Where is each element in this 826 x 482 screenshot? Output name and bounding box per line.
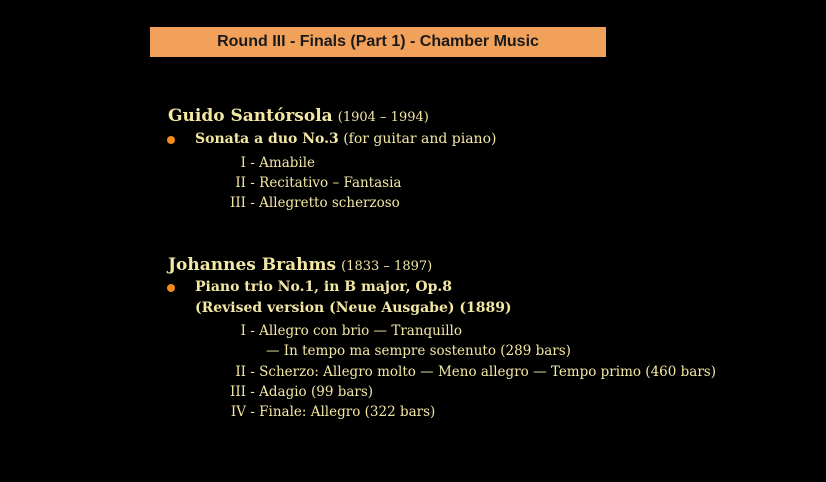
movement-text: Adagio (99 bars) xyxy=(259,384,374,400)
movement-number: I xyxy=(240,323,246,339)
movement-item xyxy=(210,174,401,192)
work-title: Sonata a duo No.3 xyxy=(195,131,339,147)
movement-item xyxy=(210,383,373,401)
movement-text: Scherzo: Allegro molto — Meno allegro — Tempo primo (460 bars) xyxy=(259,364,716,380)
movement-separator: - xyxy=(250,323,260,339)
movement-separator: - xyxy=(250,364,260,380)
movement-number: IV xyxy=(230,404,246,420)
movement-number: III xyxy=(230,195,246,211)
movement-item xyxy=(210,154,315,172)
composer-dates: (1833 – 1897) xyxy=(341,259,433,274)
bullet-icon xyxy=(167,284,175,292)
movement-item xyxy=(210,363,716,381)
round-banner xyxy=(150,27,606,57)
movement-text: Allegro con brio — Tranquillo xyxy=(259,323,462,339)
movement-number: III xyxy=(230,384,246,400)
movement-separator: - xyxy=(250,155,260,171)
movement-separator: - xyxy=(250,404,260,420)
movement-number: II xyxy=(235,175,246,191)
work-note: (for guitar and piano) xyxy=(343,131,497,147)
bullet-icon xyxy=(167,136,175,144)
composer-heading-brahms xyxy=(168,255,432,275)
movement-text: Amabile xyxy=(259,155,316,171)
movement-text: Recitativo – Fantasia xyxy=(259,175,402,191)
movement-continuation: — In tempo ma sempre sostenuto (289 bars) xyxy=(266,343,571,359)
composer-dates: (1904 – 1994) xyxy=(337,110,429,125)
movement-number: II xyxy=(235,364,246,380)
movement-item xyxy=(210,403,435,421)
composer-name: Johannes Brahms xyxy=(168,255,337,275)
composer-heading-santorsola xyxy=(168,106,429,126)
movement-text: Allegretto scherzoso xyxy=(259,195,400,211)
work-title-santorsola xyxy=(195,131,496,147)
movement-separator: - xyxy=(250,175,260,191)
work-title: Piano trio No.1, in B major, Op.8 xyxy=(195,279,453,295)
work-title-brahms-line2 xyxy=(195,300,512,316)
movement-item xyxy=(210,194,400,212)
movement-item xyxy=(210,322,462,340)
work-title-brahms-line1 xyxy=(195,279,452,295)
composer-name: Guido Santórsola xyxy=(168,106,333,126)
movement-separator: - xyxy=(250,195,260,211)
work-subtitle: (Revised version (Neue Ausgabe) (1889) xyxy=(195,300,512,316)
movement-separator: - xyxy=(250,384,260,400)
movement-number: I xyxy=(240,155,246,171)
round-title: Round III - Finals (Part 1) - Chamber Music xyxy=(217,33,539,50)
movement-text: Finale: Allegro (322 bars) xyxy=(259,404,436,420)
